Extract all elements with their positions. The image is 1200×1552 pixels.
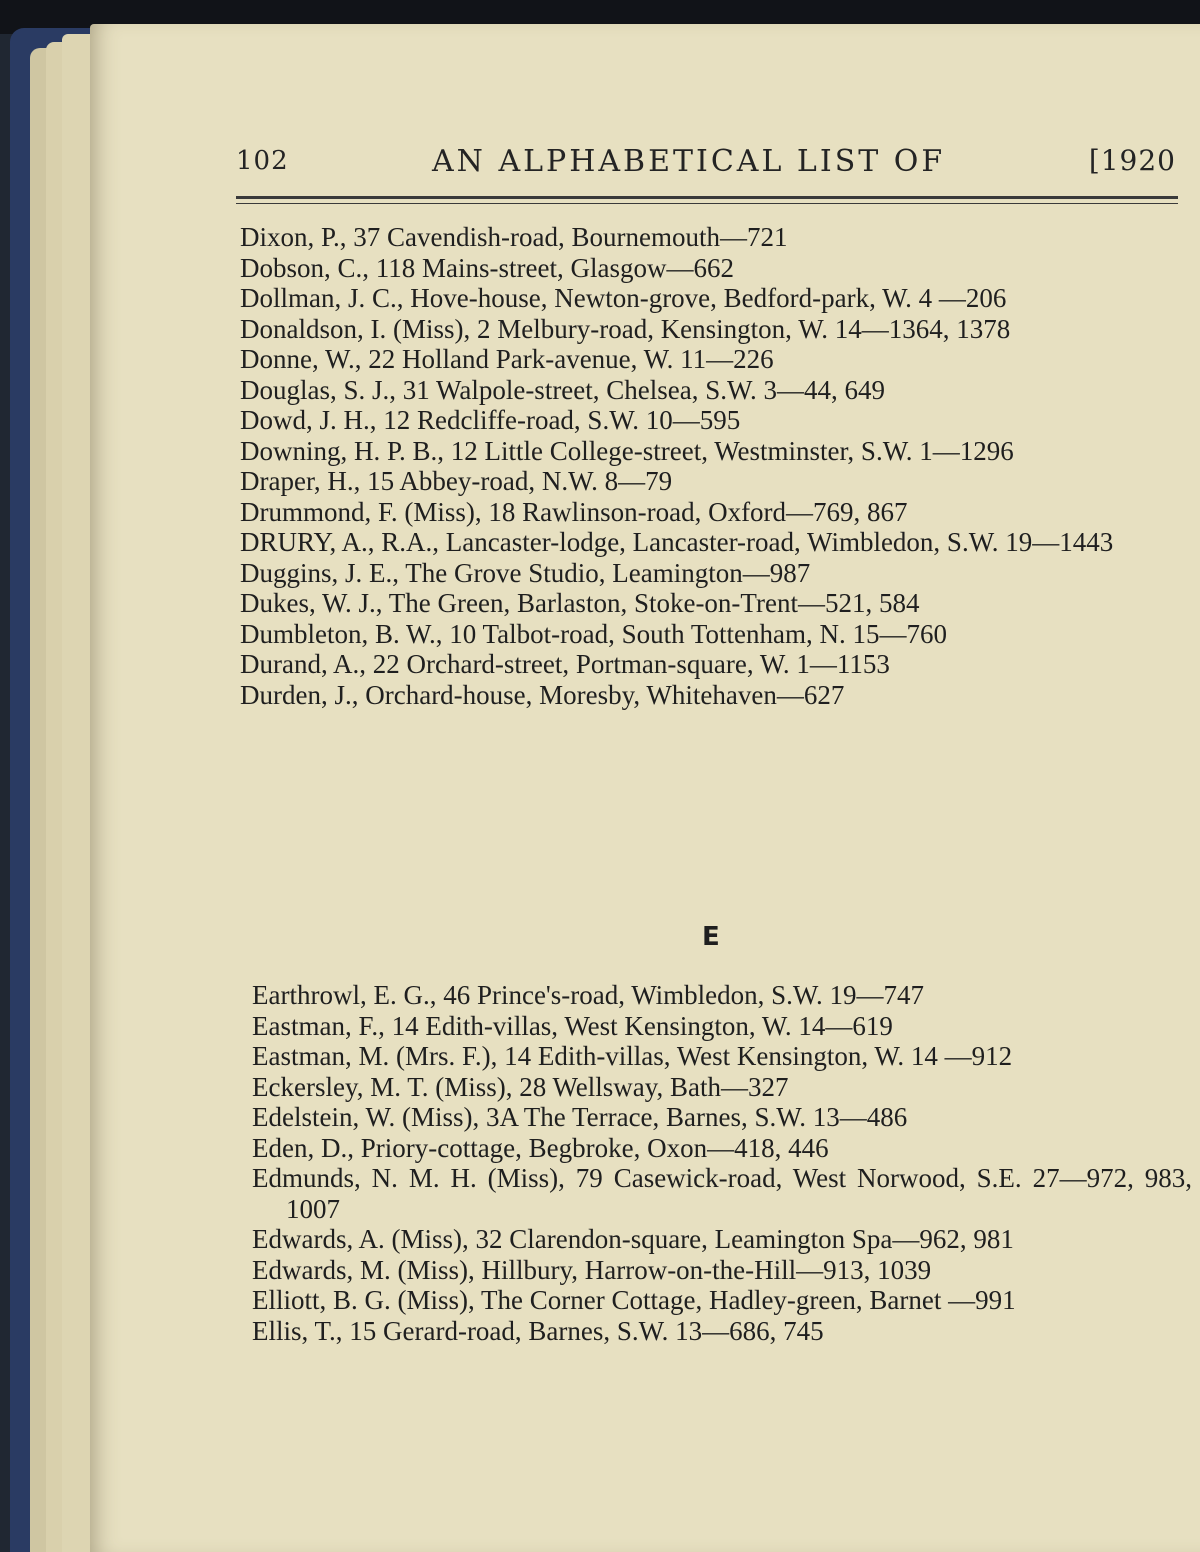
page-title: AN ALPHABETICAL LIST OF [432,144,946,179]
list-entry: Dixon, P., 37 Cavendish-road, Bournemouth—721 [240,222,788,252]
list-entry: Dobson, C., 118 Mains-street, Glasgow—662 [240,252,734,283]
header-rule [236,203,1178,204]
list-entry: Dumbleton, B. W., 10 Talbot-road, South Tottenham, N. 15—760 [240,618,947,649]
list-entry: Elliott, B. G. (Miss), The Corner Cottage, Hadley-green, Barnet —991 [252,1285,1016,1315]
list-entry: Duggins, J. E., The Grove Studio, Leamington—987 [240,557,811,588]
list-entry: Eden, D., Priory-cottage, Begbroke, Oxon—418, 446 [252,1132,829,1163]
page-number: 102 [236,146,289,176]
list-entry: Ellis, T., 15 Gerard-road, Barnes, S.W. 13—686, 745 [252,1315,824,1346]
section-heading-e: E [702,922,720,952]
list-entry: Edelstein, W. (Miss), 3A The Terrace, Barnes, S.W. 13—486 [252,1102,908,1132]
list-entry: Edwards, M. (Miss), Hillbury, Harrow-on-the-Hill—913, 1039 [252,1254,932,1285]
list-entry: Dowd, J. H., 12 Redcliffe-road, S.W. 10—595 [240,405,741,435]
list-entry: Durand, A., 22 Orchard-street, Portman-square, W. 1—1153 [240,649,890,679]
list-entry: Earthrowl, E. G., 46 Prince's-road, Wimbledon, S.W. 19—747 [252,980,924,1010]
list-entry: Donne, W., 22 Holland Park-avenue, W. 11—226 [240,344,774,374]
entry-list-e [252,980,1192,1346]
list-entry: Eastman, F., 14 Edith-villas, West Kensington, W. 14—619 [252,1010,893,1041]
list-entry: Eastman, M. (Mrs. F.), 14 Edith-villas, West Kensington, W. 14 —912 [252,1041,1013,1071]
list-entry: Eckersley, M. T. (Miss), 28 Wellsway, Bath—327 [252,1071,789,1102]
list-entry: Edwards, A. (Miss), 32 Clarendon-square, Leamington Spa—962, 981 [252,1224,1014,1254]
list-entry: Donaldson, I. (Miss), 2 Melbury-road, Kensington, W. 14—1364, 1378 [240,313,1011,344]
running-header [236,140,1176,184]
list-entry: Dukes, W. J., The Green, Barlaston, Stoke-on-Trent—521, 584 [240,588,920,618]
header-rule [236,196,1178,199]
list-entry: Draper, H., 15 Abbey-road, N.W. 8—79 [240,466,673,496]
list-entry: Drummond, F. (Miss), 18 Rawlinson-road, Oxford—769, 867 [240,496,908,527]
list-entry: Dollman, J. C., Hove-house, Newton-grove, Bedford-park, W. 4 —206 [240,283,1007,313]
list-entry: DRURY, A., R.A., Lancaster-lodge, Lancaster-road, Wimbledon, S.W. 19—1443 [240,527,1114,557]
list-entry: Edmunds, N. M. H. (Miss), 79 Casewick-road, West Norwood, S.E. 27—972, 983, 1007 [252,1163,1192,1224]
list-entry: Durden, J., Orchard-house, Moresby, Whitehaven—627 [240,679,845,710]
list-entry: Downing, H. P. B., 12 Little College-street, Westminster, S.W. 1—1296 [240,435,1014,466]
list-entry: Douglas, S. J., 31 Walpole-street, Chelsea, S.W. 3—44, 649 [240,374,886,405]
entry-list-d [240,222,1190,710]
page-year: [1920 [1088,144,1176,177]
